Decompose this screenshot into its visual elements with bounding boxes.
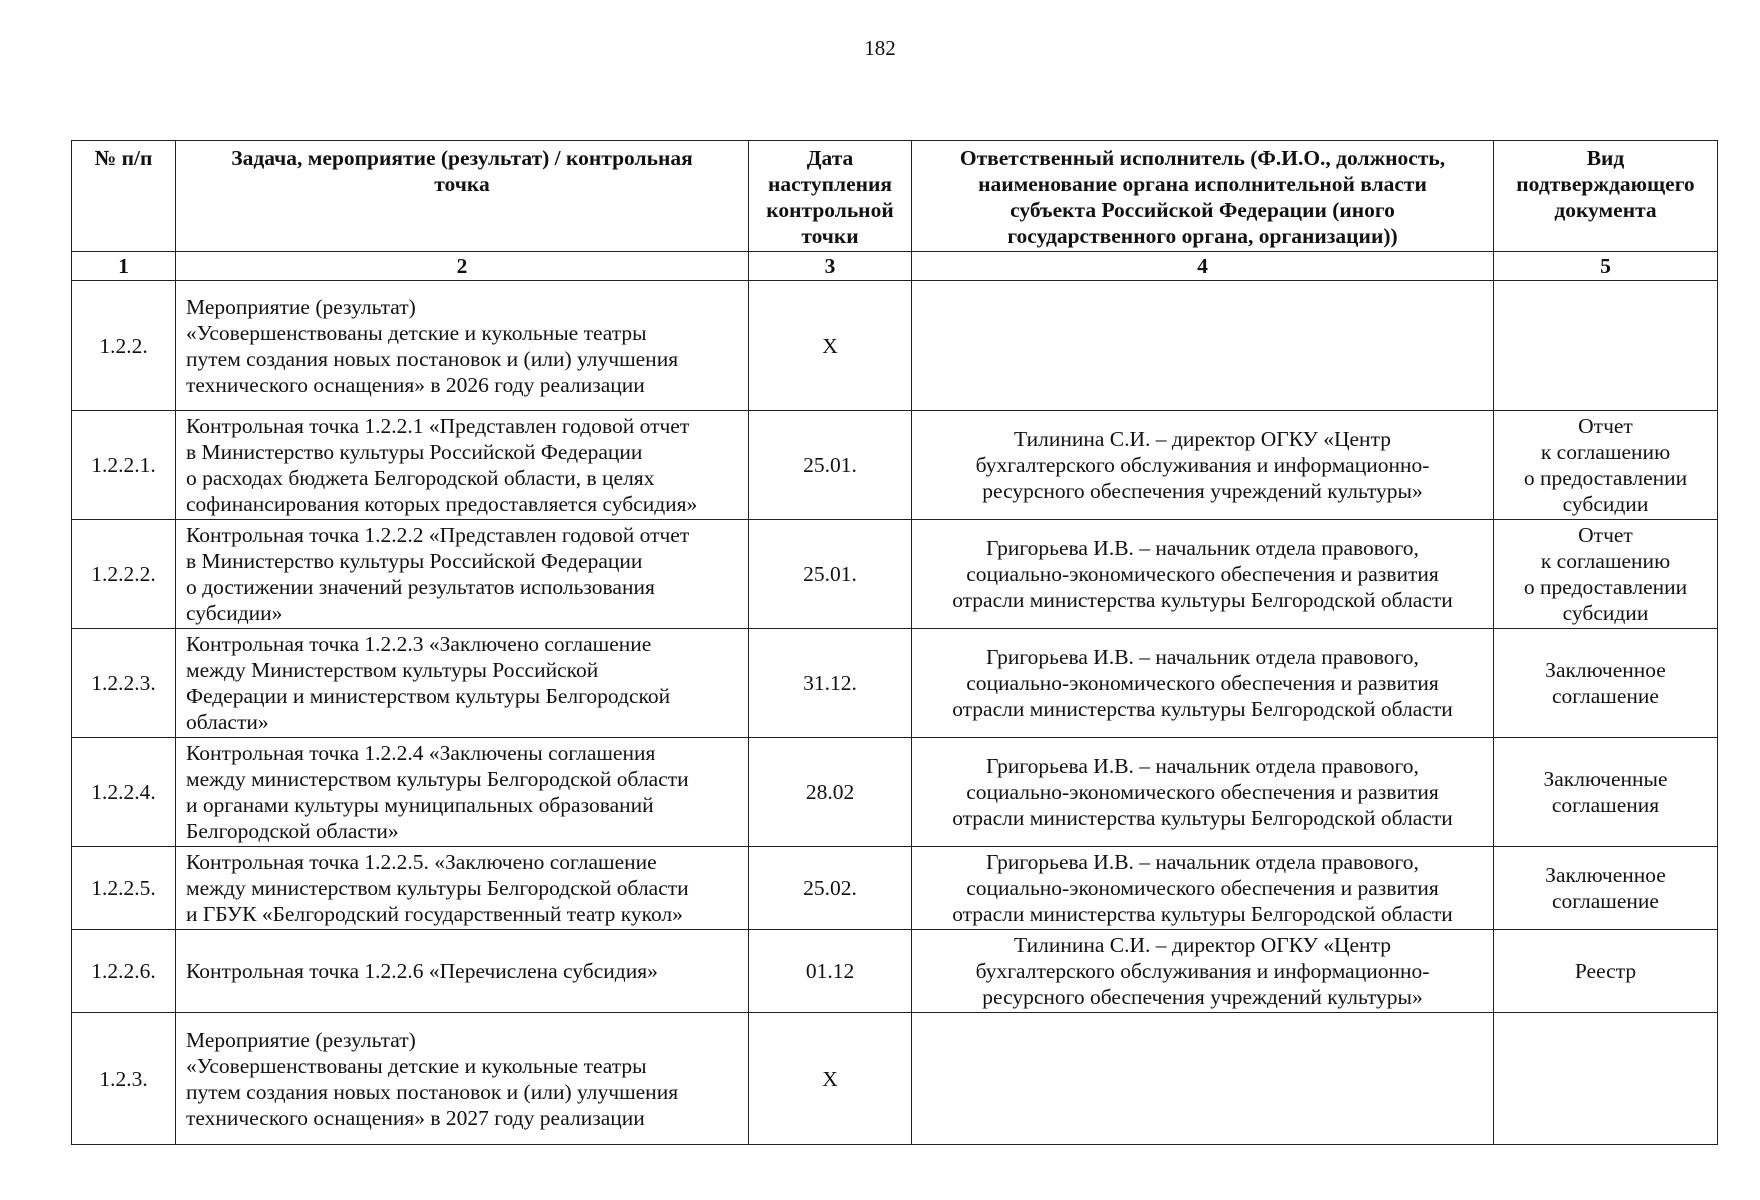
header-doc-line: подтверждающего bbox=[1516, 172, 1695, 196]
task-line: и ГБУК «Белгородский государственный театр кукол» bbox=[186, 902, 683, 926]
task-line: о расходах бюджета Белгородской области, в целях bbox=[186, 466, 655, 490]
header-date-line: точки bbox=[801, 224, 859, 248]
document-line: Отчет bbox=[1578, 523, 1633, 547]
row-document bbox=[1494, 847, 1718, 930]
responsible-line: социально-экономического обеспечения и развития bbox=[966, 562, 1439, 586]
row-responsible bbox=[912, 738, 1494, 847]
task-line: субсидии» bbox=[186, 601, 283, 625]
task-line: области» bbox=[186, 710, 269, 734]
header-task bbox=[176, 141, 749, 252]
task-line: Федерации и министерством культуры Белгородской bbox=[186, 684, 671, 708]
task-line: в Министерство культуры Российской Федерации bbox=[186, 440, 643, 464]
task-line: Контрольная точка 1.2.2.5. «Заключено соглашение bbox=[186, 850, 657, 874]
header-responsible-line: наименование органа исполнительной власти bbox=[978, 172, 1427, 196]
responsible-line: отрасли министерства культуры Белгородской области bbox=[952, 588, 1453, 612]
row-task bbox=[176, 629, 749, 738]
task-line: Мероприятие (результат) bbox=[186, 1027, 416, 1052]
task-line: «Усовершенствованы детские и кукольные театры bbox=[186, 320, 647, 345]
document-line: Заключенное bbox=[1545, 658, 1666, 682]
row-responsible bbox=[912, 930, 1494, 1013]
row-task bbox=[176, 847, 749, 930]
responsible-line: ресурсного обеспечения учреждений культуры» bbox=[982, 479, 1423, 503]
row-document bbox=[1494, 629, 1718, 738]
document-line: соглашение bbox=[1552, 889, 1659, 913]
column-number: 2 bbox=[176, 252, 749, 281]
table-row bbox=[72, 930, 1718, 1013]
row-number: 1.2.2.4. bbox=[72, 738, 176, 847]
row-date: 25.02. bbox=[749, 847, 912, 930]
row-date: Х bbox=[749, 281, 912, 411]
header-date-line: контрольной bbox=[766, 198, 894, 222]
task-line: путем создания новых постановок и (или) улучшения bbox=[186, 1079, 679, 1104]
header-task-line: Задача, мероприятие (результат) / контрольная bbox=[231, 146, 693, 170]
responsible-line: социально-экономического обеспечения и развития bbox=[966, 671, 1439, 695]
task-line: Контрольная точка 1.2.2.3 «Заключено соглашение bbox=[186, 632, 652, 656]
header-doc-line: документа bbox=[1554, 198, 1657, 222]
row-date: 25.01. bbox=[749, 411, 912, 520]
task-line: Контрольная точка 1.2.2.6 «Перечислена субсидия» bbox=[186, 959, 658, 983]
row-responsible bbox=[912, 281, 1494, 411]
header-responsible-line: государственного органа, организации)) bbox=[1007, 224, 1398, 248]
responsible-line: бухгалтерского обслуживания и информационно- bbox=[975, 453, 1430, 477]
row-date: 01.12 bbox=[749, 930, 912, 1013]
header-row bbox=[72, 141, 1718, 252]
document-line: соглашение bbox=[1552, 684, 1659, 708]
header-task-line: точка bbox=[434, 172, 490, 196]
row-number: 1.2.2.2. bbox=[72, 520, 176, 629]
row-responsible bbox=[912, 847, 1494, 930]
responsible-line: Григорьева И.В. – начальник отдела правового, bbox=[986, 754, 1419, 778]
header-doc-line: Вид bbox=[1586, 146, 1625, 170]
responsible-line: Тилинина С.И. – директор ОГКУ «Центр bbox=[1014, 933, 1391, 957]
document-line: субсидии bbox=[1562, 492, 1649, 516]
table-row bbox=[72, 411, 1718, 520]
document-line: о предоставлении bbox=[1523, 466, 1688, 490]
table-row bbox=[72, 847, 1718, 930]
document-line: субсидии bbox=[1562, 601, 1649, 625]
header-responsible-line: Ответственный исполнитель (Ф.И.О., должность, bbox=[959, 146, 1446, 170]
task-line: между Министерством культуры Российской bbox=[186, 658, 599, 682]
document-line: к соглашению bbox=[1540, 440, 1671, 464]
header-date bbox=[749, 141, 912, 252]
row-responsible bbox=[912, 520, 1494, 629]
row-date: 25.01. bbox=[749, 520, 912, 629]
row-document bbox=[1494, 930, 1718, 1013]
row-responsible bbox=[912, 629, 1494, 738]
row-document bbox=[1494, 411, 1718, 520]
header-num: № п/п bbox=[72, 141, 176, 252]
task-line: между министерством культуры Белгородской области bbox=[186, 876, 689, 900]
row-date: 28.02 bbox=[749, 738, 912, 847]
header-doc bbox=[1494, 141, 1718, 252]
task-line: Контрольная точка 1.2.2.2 «Представлен годовой отчет bbox=[186, 523, 690, 547]
row-task bbox=[176, 520, 749, 629]
task-line: в Министерство культуры Российской Федерации bbox=[186, 549, 643, 573]
document-line: Реестр bbox=[1574, 959, 1637, 983]
task-line: Контрольная точка 1.2.2.1 «Представлен годовой отчет bbox=[186, 414, 690, 438]
row-task bbox=[176, 281, 749, 411]
row-date: Х bbox=[749, 1013, 912, 1145]
row-document bbox=[1494, 520, 1718, 629]
row-task bbox=[176, 1013, 749, 1145]
task-line: Мероприятие (результат) bbox=[186, 294, 416, 319]
table-row bbox=[72, 1013, 1718, 1145]
responsible-line: Григорьева И.В. – начальник отдела правового, bbox=[986, 536, 1419, 560]
row-number: 1.2.3. bbox=[72, 1013, 176, 1145]
table-row bbox=[72, 520, 1718, 629]
table-row bbox=[72, 738, 1718, 847]
row-document bbox=[1494, 281, 1718, 411]
page-number: 182 bbox=[864, 36, 896, 60]
header-date-line: Дата bbox=[806, 146, 854, 170]
row-responsible bbox=[912, 1013, 1494, 1145]
row-number: 1.2.2. bbox=[72, 281, 176, 411]
row-number: 1.2.2.6. bbox=[72, 930, 176, 1013]
responsible-line: социально-экономического обеспечения и развития bbox=[966, 876, 1439, 900]
responsible-line: Григорьева И.В. – начальник отдела правового, bbox=[986, 645, 1419, 669]
task-line: и органами культуры муниципальных образований bbox=[186, 793, 654, 817]
task-line: «Усовершенствованы детские и кукольные театры bbox=[186, 1053, 647, 1078]
responsible-line: отрасли министерства культуры Белгородской области bbox=[952, 806, 1453, 830]
table-row bbox=[72, 629, 1718, 738]
responsible-line: ресурсного обеспечения учреждений культуры» bbox=[982, 985, 1423, 1009]
responsible-line: Тилинина С.И. – директор ОГКУ «Центр bbox=[1014, 427, 1391, 451]
responsible-line: отрасли министерства культуры Белгородской области bbox=[952, 697, 1453, 721]
column-number: 5 bbox=[1494, 252, 1718, 281]
row-document bbox=[1494, 1013, 1718, 1145]
document-line: о предоставлении bbox=[1523, 575, 1688, 599]
row-task bbox=[176, 738, 749, 847]
task-line: технического оснащения» в 2027 году реализации bbox=[186, 1105, 645, 1130]
document-line: Заключенное bbox=[1545, 863, 1666, 887]
header-responsible bbox=[912, 141, 1494, 252]
control-points-table bbox=[71, 140, 1718, 1145]
column-number: 4 bbox=[912, 252, 1494, 281]
responsible-line: Григорьева И.В. – начальник отдела правового, bbox=[986, 850, 1419, 874]
document-line: к соглашению bbox=[1540, 549, 1671, 573]
task-line: Белгородской области» bbox=[186, 819, 399, 843]
document-line: Заключенные bbox=[1543, 767, 1668, 791]
header-date-line: наступления bbox=[767, 172, 893, 196]
document-line: соглашения bbox=[1551, 793, 1660, 817]
column-number: 3 bbox=[749, 252, 912, 281]
responsible-line: отрасли министерства культуры Белгородской области bbox=[952, 902, 1453, 926]
column-number: 1 bbox=[72, 252, 176, 281]
row-number: 1.2.2.5. bbox=[72, 847, 176, 930]
row-number: 1.2.2.3. bbox=[72, 629, 176, 738]
document-line: Отчет bbox=[1578, 414, 1633, 438]
row-number: 1.2.2.1. bbox=[72, 411, 176, 520]
column-numbers-row bbox=[72, 252, 1718, 281]
header-responsible-line: субъекта Российской Федерации (иного bbox=[1010, 198, 1395, 222]
row-responsible bbox=[912, 411, 1494, 520]
row-task bbox=[176, 411, 749, 520]
task-line: технического оснащения» в 2026 году реализации bbox=[186, 372, 645, 397]
table-row bbox=[72, 281, 1718, 411]
row-date: 31.12. bbox=[749, 629, 912, 738]
row-task bbox=[176, 930, 749, 1013]
responsible-line: социально-экономического обеспечения и развития bbox=[966, 780, 1439, 804]
task-line: о достижении значений результатов использования bbox=[186, 575, 655, 599]
task-line: софинансирования которых предоставляется субсидия» bbox=[186, 492, 698, 516]
task-line: путем создания новых постановок и (или) улучшения bbox=[186, 346, 679, 371]
task-line: между министерством культуры Белгородской области bbox=[186, 767, 689, 791]
responsible-line: бухгалтерского обслуживания и информационно- bbox=[975, 959, 1430, 983]
task-line: Контрольная точка 1.2.2.4 «Заключены соглашения bbox=[186, 741, 656, 765]
row-document bbox=[1494, 738, 1718, 847]
